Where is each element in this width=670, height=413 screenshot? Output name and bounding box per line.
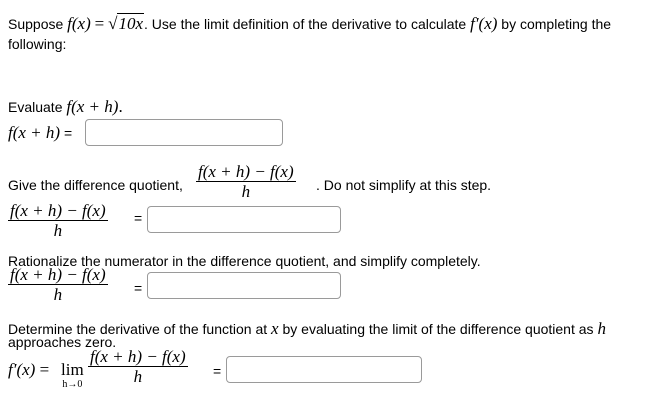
step3-fraction <box>8 266 108 305</box>
step1-equation <box>8 123 72 143</box>
function-f: f(x) <box>67 14 91 33</box>
radicand: 10x <box>118 14 144 33</box>
step2-inline-fraction <box>196 163 296 202</box>
step2-note: . Do not simplify at this step. <box>316 177 492 193</box>
following-text: following: <box>8 36 67 52</box>
step2-answer-input[interactable] <box>147 206 341 233</box>
step2-label: Give the difference quotient, <box>8 177 183 193</box>
evaluate-text: Evaluate <box>8 99 63 115</box>
equals-sign: = <box>94 14 105 33</box>
step1-answer-input[interactable] <box>85 119 283 146</box>
step2-numerator: f(x + h) − f(x) <box>10 201 106 220</box>
f-prime: f′(x) <box>470 14 498 33</box>
step4-var-h: h <box>597 319 606 338</box>
sqrt-expression <box>108 14 144 33</box>
step4-fraction <box>88 348 188 387</box>
step2-inline-numerator: f(x + h) − f(x) <box>198 162 294 181</box>
step3-label: Rationalize the numerator in the difference quotient, and simplify completely. <box>8 253 481 269</box>
step1-equals: = <box>63 125 73 141</box>
step4-denominator: h <box>133 367 143 386</box>
step3-equals: = <box>134 280 143 296</box>
limit-operator <box>61 360 84 390</box>
lim-subscript: h→0 <box>62 379 83 390</box>
step4-text-part2: by evaluating the limit of the difference quotient as <box>282 321 594 337</box>
step1-period: . <box>118 97 123 116</box>
step2-inline-denominator: h <box>241 182 251 201</box>
step1-expression: f(x + h) <box>66 97 119 116</box>
step3-answer-input[interactable] <box>147 272 341 299</box>
instruction-end-text: by completing the <box>501 16 612 32</box>
step4-lhs <box>8 360 49 380</box>
step2-equals: = <box>134 210 143 226</box>
step4-text-part1: Determine the derivative of the function at <box>8 321 268 337</box>
step4-var-x: x <box>271 319 279 338</box>
sqrt-icon: √ <box>108 14 118 33</box>
step4-equals: = <box>213 363 222 379</box>
f-prime-lhs: f′(x) <box>8 360 36 379</box>
step1-heading <box>8 97 123 117</box>
suppose-text: Suppose <box>8 16 64 32</box>
step4-numerator: f(x + h) − f(x) <box>90 347 186 366</box>
lim-text: lim <box>61 360 84 379</box>
step3-numerator: f(x + h) − f(x) <box>10 265 106 284</box>
problem-statement <box>8 14 611 34</box>
step2-fraction <box>8 202 108 241</box>
step4-equals-math: = <box>39 360 50 379</box>
step1-lhs: f(x + h) <box>8 123 61 142</box>
step2-denominator: h <box>53 221 63 240</box>
step4-label-line2: approaches zero. <box>8 334 117 350</box>
step3-denominator: h <box>53 285 63 304</box>
instruction-text: . Use the limit definition of the derivative to calculate <box>144 16 467 32</box>
step4-answer-input[interactable] <box>226 356 422 383</box>
